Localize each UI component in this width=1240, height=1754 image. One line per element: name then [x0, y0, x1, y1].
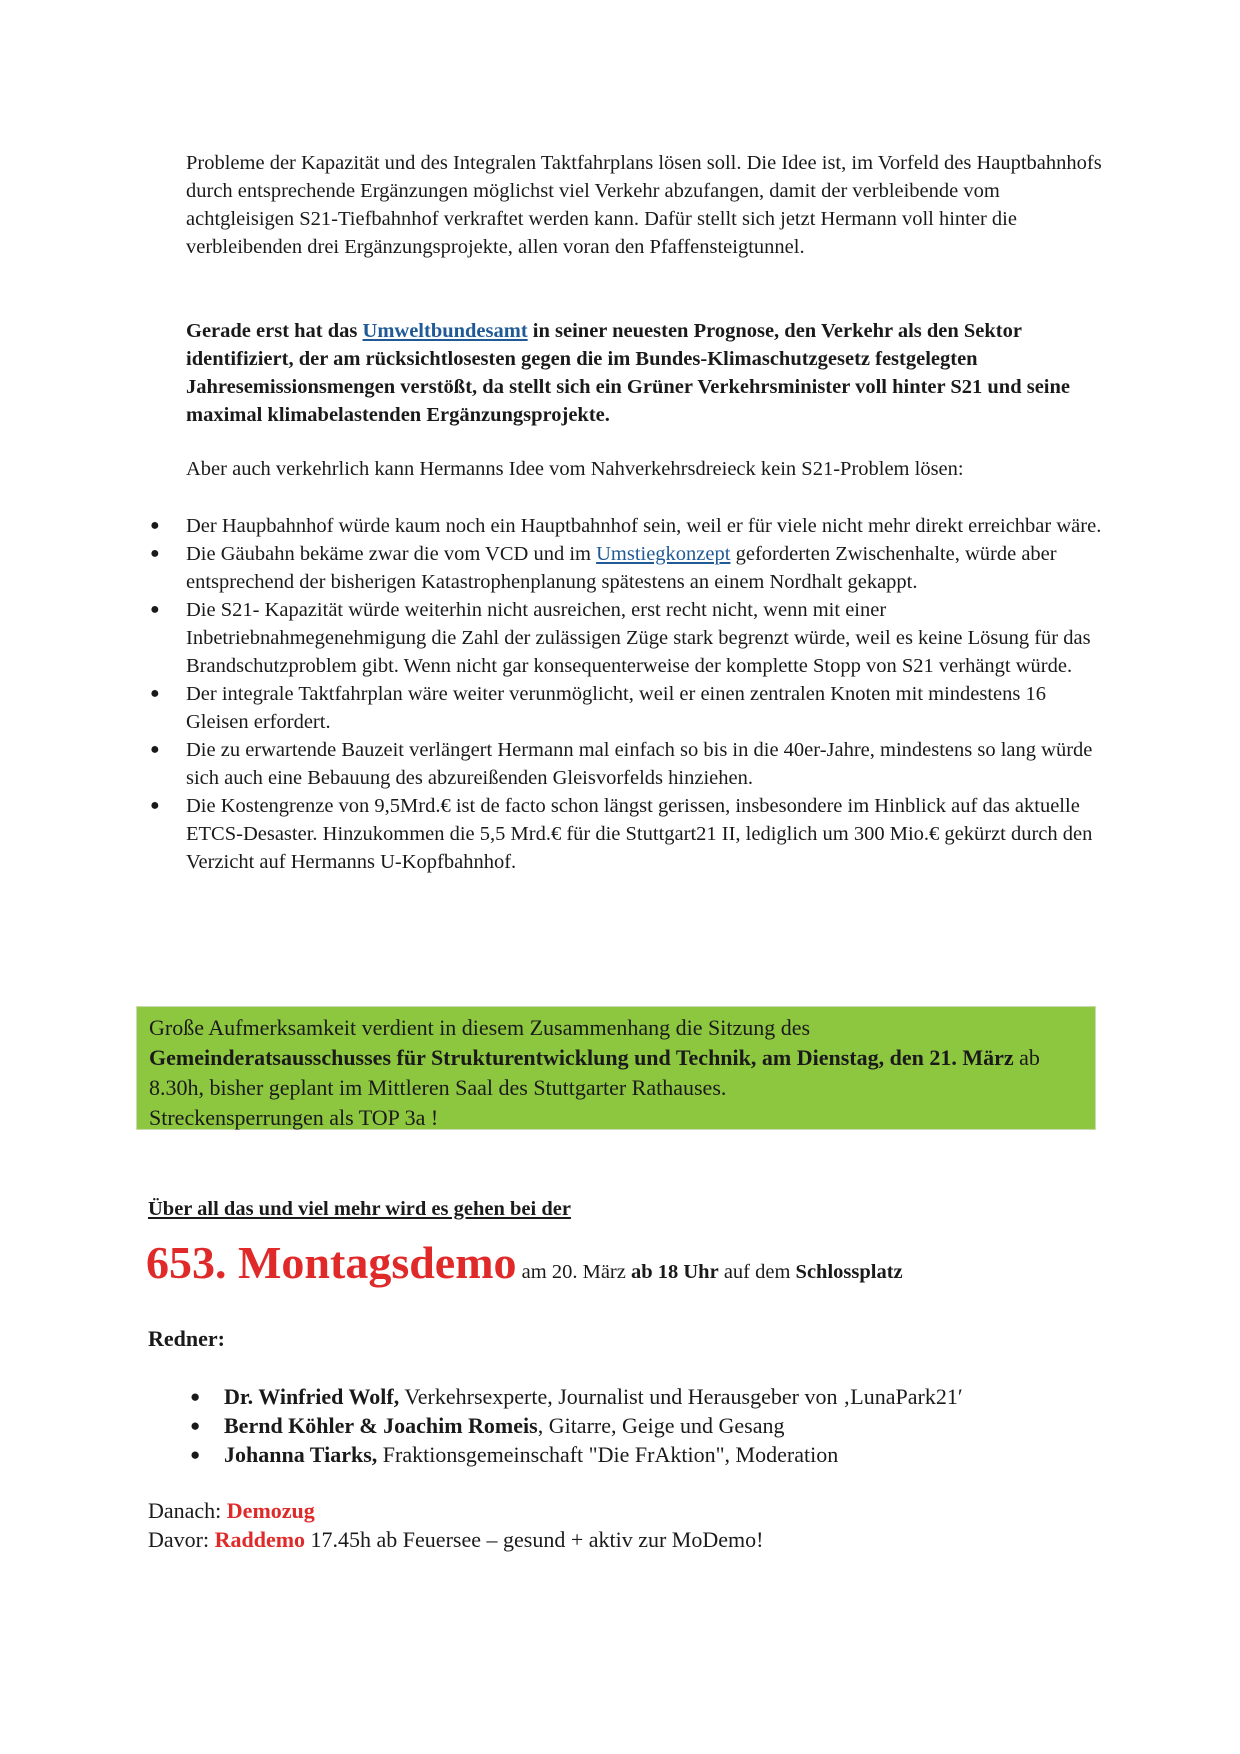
speaker-name: Dr. Winfried Wolf, — [224, 1384, 400, 1409]
umstiegkonzept-link[interactable]: Umstiegkonzept — [596, 543, 731, 565]
speaker-name: Johanna Tiarks, — [224, 1442, 378, 1467]
speaker-name: Bernd Köhler & Joachim Romeis — [224, 1413, 538, 1438]
paragraph-kapazitaet: Probleme der Kapazität und des Integralen Taktfahrplans lösen soll. Die Idee ist, im Vorfeld des Hauptbahnhofs durch entsprechende Ergänzungen möglichst viel Verkehr abzufangen, damit der verbleibende vom achtgleisigen S21-Tiefbahnhof verkraftet werden kann. Dafür stellt sich jetzt Hermann voll hinter die verbleibenden drei Ergänzungsprojekte, allen voran den Pfaffensteigtunnel. — [186, 152, 1102, 258]
bullet-icon: ● — [150, 517, 160, 534]
demo-title: 653. Montagsdemo — [146, 1237, 517, 1288]
bullet-icon: ● — [150, 545, 160, 562]
davor-line — [148, 1525, 763, 1554]
list-item-text: Der integrale Taktfahrplan wäre weiter verunmöglicht, weil er einen zentralen Knoten mit mindestens 16 Gleisen erfordert. — [186, 683, 1047, 733]
list-item-text: geforderten Zwischenhalte, würde aber entsprechend der bisherigen Katastrophenplanung spätestens an einem Nordhalt gekappt. — [186, 543, 1057, 593]
bullet-icon: ● — [150, 797, 160, 814]
speaker-item — [190, 1440, 963, 1469]
highlight-line: Große Aufmerksamkeit verdient in diesem Zusammenhang die Sitzung des — [149, 1015, 811, 1040]
list-item-text: Der Haupbahnhof würde kaum noch ein Hauptbahnhof sein, weil er für viele nicht mehr direkt erreichbar wäre. — [186, 515, 1102, 537]
demo-date: am 20. März — [516, 1261, 631, 1283]
list-item — [150, 512, 1110, 540]
demo-place: Schlossplatz — [795, 1261, 903, 1283]
list-item-text: Die Kostengrenze von 9,5Mrd.€ ist de facto schon längst gerissen, insbesondere im Hinblick auf das aktuelle ETCS-Desaster. Hinzukommen die 5,5 Mrd.€ für die Stuttgart21 II, lediglich um 300 Mio.€ gekürzt durch den Verzicht auf Hermanns U-Kopfbahnhof. — [186, 795, 1093, 873]
speakers-heading: Redner: — [148, 1326, 225, 1351]
list-item — [150, 540, 1110, 596]
list-item — [150, 736, 1110, 792]
davor-label: Davor: — [148, 1527, 215, 1552]
demo-time: ab 18 Uhr — [630, 1261, 719, 1283]
list-item — [150, 596, 1110, 680]
danach-line — [148, 1496, 763, 1525]
issues-list — [150, 512, 1110, 876]
speaker-desc: , Gitarre, Geige und Gesang — [537, 1413, 785, 1438]
bullet-icon: ● — [150, 741, 160, 758]
highlight-box — [136, 1006, 1096, 1130]
list-item-text: Die zu erwartende Bauzeit verlängert Hermann mal einfach so bis in die 40er-Jahre, mindestens so lang würde sich auch eine Bebauung des abzureißenden Gleisvorfelds hinziehen. — [186, 739, 1093, 789]
highlight-line: Streckensperrungen als TOP 3a ! — [149, 1105, 439, 1130]
demo-text: auf dem — [718, 1261, 796, 1283]
speakers-list — [190, 1382, 963, 1469]
bullet-icon: ● — [190, 1387, 201, 1406]
paragraph-umweltbundesamt — [186, 317, 1106, 429]
intro-heading: Über all das und viel mehr wird es gehen bei der — [148, 1198, 571, 1220]
danach-label: Danach: — [148, 1498, 227, 1523]
highlight-text: ab 8.30h, bisher geplant im Mittleren Saal des Stuttgarter Rathauses. — [149, 1045, 1040, 1100]
raddemo-label: Raddemo — [214, 1527, 306, 1552]
bullet-icon: ● — [190, 1445, 201, 1464]
speaker-desc: Fraktionsgemeinschaft "Die FrAktion", Moderation — [377, 1442, 839, 1467]
bullet-icon: ● — [190, 1416, 201, 1435]
list-item — [150, 680, 1110, 736]
demo-announcement — [146, 1236, 903, 1289]
paragraph-text: in seiner neuesten Prognose, den Verkehr als den Sektor identifiziert, der am rücksichtlosesten gegen die im Bundes-Klimaschutzgesetz festgelegten Jahresemissionsmengen verstößt, da stellt sich ein Grüner Verkehrsminister voll hinter S21 und seine maximal klimabelastenden Ergänzungsprojekte. — [186, 320, 1071, 426]
demozug-label: Demozug — [226, 1498, 315, 1523]
speaker-item — [190, 1411, 963, 1440]
speaker-desc: Verkehrsexperte, Journalist und Herausgeber von ‚LunaPark21′ — [399, 1384, 963, 1409]
umweltbundesamt-link[interactable]: Umweltbundesamt — [362, 320, 528, 342]
highlight-bold: Gemeinderatsausschusses für Strukturentwicklung und Technik, am Dienstag, den 21. März — [149, 1045, 1014, 1070]
paragraph-nahverkehrsdreieck: Aber auch verkehrlich kann Hermanns Idee vom Nahverkehrsdreieck kein S21-Problem lösen: — [186, 458, 964, 480]
list-item-text: Die S21- Kapazität würde weiterhin nicht ausreichen, erst recht nicht, wenn mit einer Inbetriebnahmegenehmigung die Zahl der zulässigen Züge stark begrenzt würde, weil es keine Lösung für das Brandschutzproblem gibt. Wenn nicht gar konsequenterweise der komplette Stopp von S21 verhängt würde. — [186, 599, 1091, 677]
list-item — [150, 792, 1110, 876]
speaker-item — [190, 1382, 963, 1411]
list-item-text: Die Gäubahn bekäme zwar die vom VCD und im — [186, 543, 597, 565]
davor-text: 17.45h ab Feuersee – gesund + aktiv zur MoDemo! — [305, 1527, 764, 1552]
schedule-block — [148, 1496, 763, 1554]
paragraph-text: Gerade erst hat das — [186, 320, 363, 342]
bullet-icon: ● — [150, 601, 160, 618]
bullet-icon: ● — [150, 685, 160, 702]
